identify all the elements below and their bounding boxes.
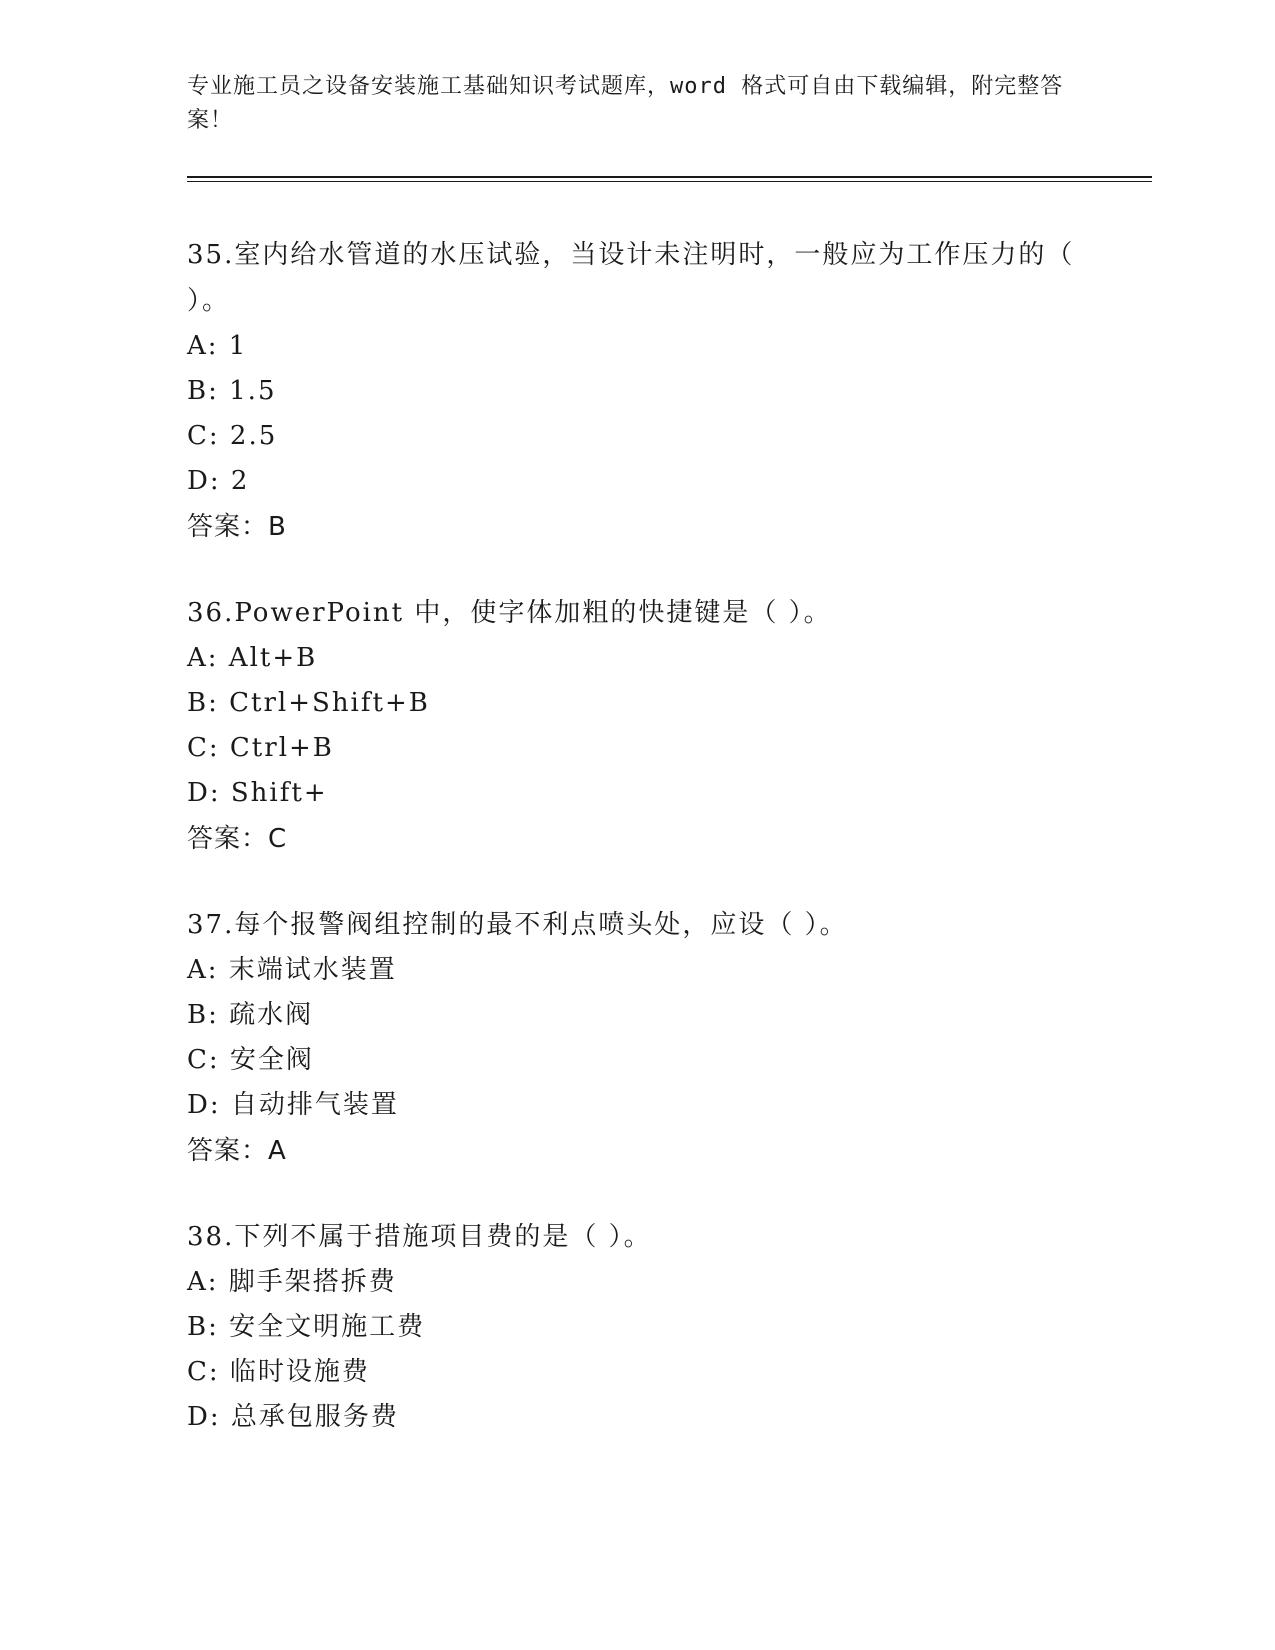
header-divider-thin <box>187 181 1152 182</box>
question-text: 38.下列不属于措施项目费的是（ ）。 <box>187 1222 652 1252</box>
question-list <box>187 232 1107 1480</box>
option-d: D: 自动排气装置 <box>187 1090 399 1120</box>
option-a: A: 1 <box>187 331 248 361</box>
option-c: C: 2.5 <box>187 421 278 451</box>
question-38 <box>187 1214 1107 1440</box>
option-b: B: Ctrl+Shift+B <box>187 688 430 718</box>
answer-line: 答案：A <box>187 1136 287 1166</box>
header-divider-thick <box>187 176 1152 178</box>
option-a: A: 末端试水装置 <box>187 955 397 985</box>
answer-line: 答案：C <box>187 824 288 854</box>
option-b: B: 安全文明施工费 <box>187 1312 426 1342</box>
question-text: 35.室内给水管道的水压试验，当设计未注明时，一般应为工作压力的（ ）。 <box>187 240 1075 316</box>
option-c: C: 安全阀 <box>187 1045 314 1075</box>
option-c: C: 临时设施费 <box>187 1357 370 1387</box>
option-d: D: 2 <box>187 466 250 496</box>
option-c: C: Ctrl+B <box>187 733 334 763</box>
option-d: D: Shift+ <box>187 778 328 808</box>
document-header: 专业施工员之设备安装施工基础知识考试题库，word 格式可自由下载编辑，附完整答案！ <box>187 74 1064 133</box>
question-35 <box>187 232 1107 550</box>
option-a: A: 脚手架搭拆费 <box>187 1267 397 1297</box>
question-37 <box>187 902 1107 1174</box>
option-d: D: 总承包服务费 <box>187 1402 399 1432</box>
option-a: A: Alt+B <box>187 643 318 673</box>
option-b: B: 疏水阀 <box>187 1000 314 1030</box>
question-36 <box>187 590 1107 862</box>
answer-line: 答案：B <box>187 512 287 542</box>
question-text: 36.PowerPoint 中，使字体加粗的快捷键是（ ）。 <box>187 598 832 628</box>
option-b: B: 1.5 <box>187 376 277 406</box>
question-text: 37.每个报警阀组控制的最不利点喷头处，应设（ ）。 <box>187 910 848 940</box>
